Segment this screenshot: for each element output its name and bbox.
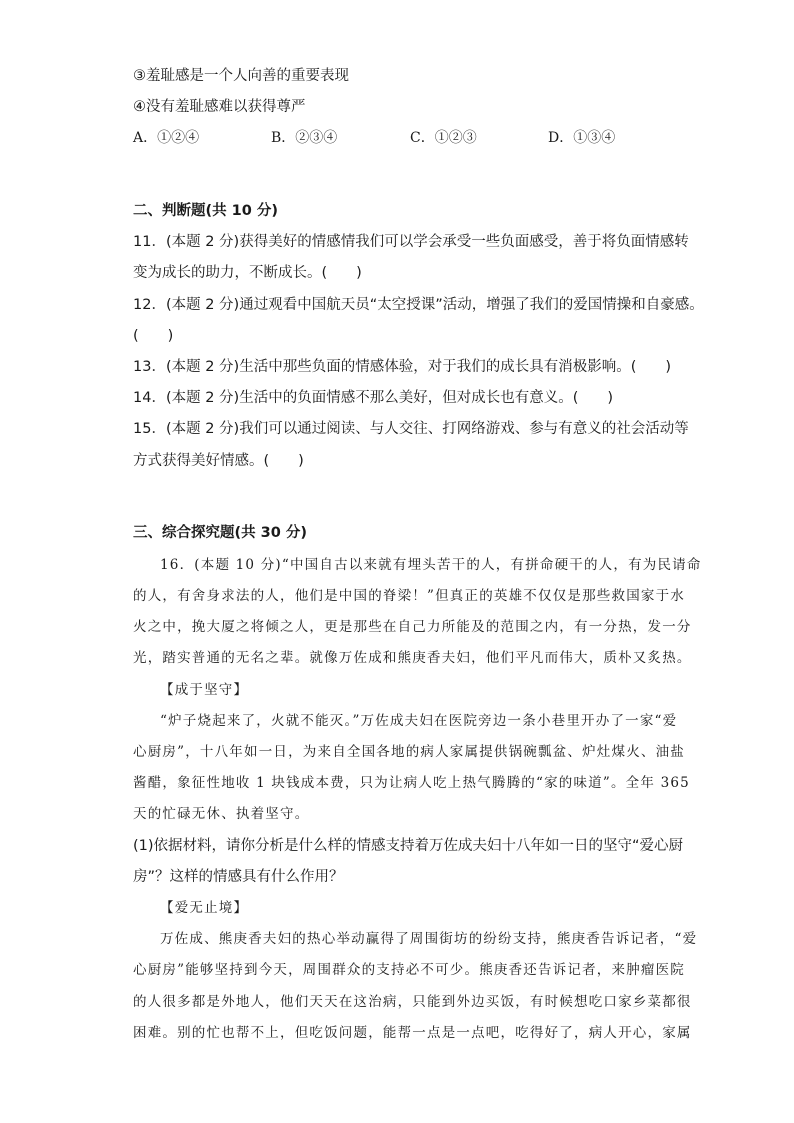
sub2-line4: 困难。别的忙也帮不上，但吃饭问题，能帮一点是一点吧，吃得好了，病人开心，家属: [133, 1025, 692, 1041]
sub2-line3: 的人很多都是外地人，他们天天在这治病，只能到外边买饭，有时候想吃口家乡菜都很: [133, 994, 692, 1010]
q15-line1: 15．(本题 2 分)我们可以通过阅读、与人交往、打网络游戏、参与有意义的社会活动等: [133, 421, 689, 437]
q10-option-c: C．①②③: [410, 130, 477, 146]
sub2-title: 【爱无止境】: [160, 900, 249, 916]
sub1-line2: 心厨房”，十八年如一日，为来自全国各地的病人家属提供锅碗瓢盆、炉灶煤火、油盐: [133, 744, 686, 760]
q13: 13．(本题 2 分)生活中那些负面的情感体验，对于我们的成长具有消极影响。( ): [133, 359, 672, 375]
q15-line2: 方式获得美好情感。( ): [133, 453, 304, 469]
q16-line3: 火之中，挽大厦之将倾之人，更是那些在自己力所能及的范围之内，有一分热，发一分: [133, 619, 692, 635]
q11-line2: 变为成长的助力，不断成长。( ): [133, 265, 362, 281]
sub2-line2: 心厨房”能够坚持到今天，周围群众的支持必不可少。熊庚香还告诉记者，来肿瘤医院: [133, 962, 686, 978]
q10-item-4: ④没有羞耻感难以获得尊严: [133, 99, 306, 115]
q10-option-d: D．①③④: [548, 130, 616, 146]
sub2-line1: 万佐成、熊庚香夫妇的热心举动赢得了周围街坊的纷纷支持，熊庚香告诉记者，“爱: [160, 931, 698, 947]
section2-title: 二、判断题(共 10 分): [133, 203, 279, 219]
sub1-question-line2: 房”？这样的情感具有什么作用？: [133, 869, 344, 885]
q11-line1: 11．(本题 2 分)获得美好的情感情我们可以学会承受一些负面感受，善于将负面情感转: [133, 234, 689, 250]
sub1-line4: 天的忙碌无休、执着坚守。: [133, 806, 310, 822]
sub1-line3: 酱醋，象征性地收 1 块钱成本费，只为让病人吃上热气腾腾的“家的味道”。全年 365: [133, 775, 690, 791]
sub1-line1: “炉子烧起来了，火就不能灭。”万佐成夫妇在医院旁边一条小巷里开办了一家“爱: [160, 713, 678, 729]
q16-line4: 光，踏实普通的无名之辈。就像万佐成和熊庚香夫妇，他们平凡而伟大，质朴又炙热。: [133, 650, 692, 666]
q10-option-a: A．①②④: [133, 130, 200, 146]
q16-line1: 16．(本题 10 分)“中国自古以来就有埋头苦干的人，有拼命硬干的人，有为民请命: [160, 557, 702, 573]
q14: 14．(本题 2 分)生活中的负面情感不那么美好，但对成长也有意义。( ): [133, 390, 614, 406]
q12-line2: ( ): [133, 328, 174, 344]
q12-line1: 12．(本题 2 分)通过观看中国航天员“太空授课”活动，增强了我们的爱国情操和自豪感。: [133, 297, 704, 313]
section3-title: 三、综合探究题(共 30 分): [133, 525, 308, 541]
q10-option-b: B．②③④: [271, 130, 338, 146]
q16-line2: 的人，有舍身求法的人，他们是中国的脊梁！”但真正的英雄不仅仅是那些救国家于水: [133, 588, 686, 604]
sub1-title: 【成于坚守】: [160, 682, 249, 698]
q10-item-3: ③羞耻感是一个人向善的重要表现: [133, 68, 349, 84]
sub1-question-line1: (1)依据材料，请你分析是什么样的情感支持着万佐成夫妇十八年如一日的坚守“爱心厨: [133, 838, 684, 854]
